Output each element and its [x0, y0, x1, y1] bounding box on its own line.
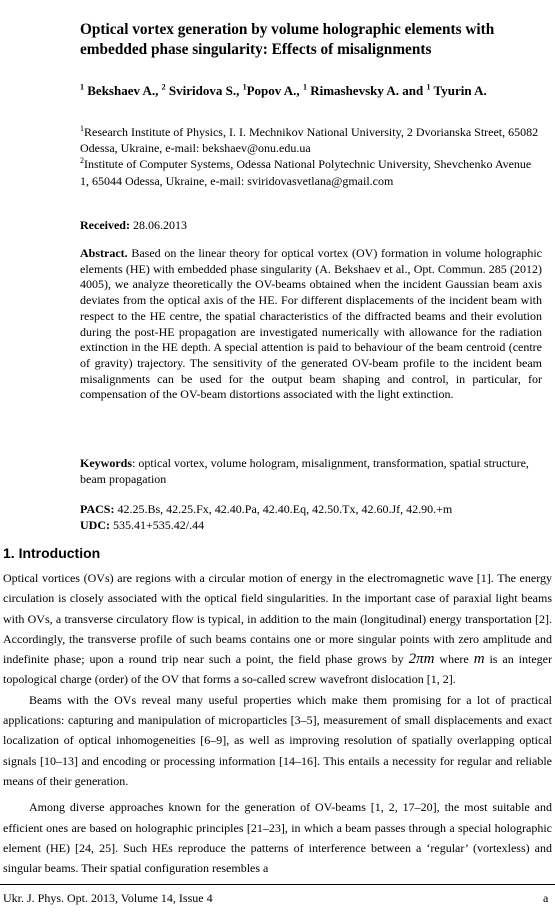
math-expression: 2πm: [408, 651, 435, 668]
keywords: [80, 456, 542, 487]
paragraph-text: where: [434, 652, 474, 667]
author-sup: 2: [161, 82, 166, 92]
footer-journal: Ukr. J. Phys. Opt. 2013, Volume 14, Issue 4: [3, 891, 213, 905]
affiliation-text: Institute of Computer Systems, Odessa National Polytechnic University, Shevchenko Avenue 1, 65044 Odessa, Ukraine, e-mail: sviridovasvetlana@gmail.com: [80, 157, 532, 188]
received-value: 28.06.2013: [129, 218, 187, 232]
pacs-label: PACS:: [80, 502, 115, 516]
paragraph: [3, 568, 552, 690]
paragraph-text: is an integer topological charge (order) of the OV that forms a so-called screw wavefront dislocation [1, 2].: [3, 652, 552, 687]
author-name: Bekshaev A.,: [87, 83, 162, 98]
paper-title: Optical vortex generation by volume holographic elements with embedded phase singularity: Effects of misalignments: [80, 21, 495, 58]
author-list: [80, 82, 550, 99]
affiliation-sup: 2: [80, 156, 84, 166]
page-number: a: [543, 891, 549, 905]
abstract-label: Abstract.: [80, 246, 128, 260]
keywords-text: : optical vortex, volume hologram, misalignment, transformation, spatial structure, beam propagation: [80, 456, 529, 486]
author-sup: 1: [302, 82, 307, 92]
affiliations: [80, 124, 540, 189]
affiliation: [80, 124, 540, 156]
pacs-line: [80, 502, 550, 518]
paragraph: Beams with the OVs reveal many useful properties which make them promising for a lot of practical applications: capturing and manipulation of microparticles [3–5], measurement of small displacements and exact localization of optical inhomogeneities [6–9], as well as improving resolution of spatially overlapping optical signals [10–13] and encoding or processing information [14–16]. This entails a necessity for regular and reliable means of their generation.: [3, 692, 552, 788]
received-date: [80, 218, 187, 233]
author-name: Popov A.,: [246, 83, 303, 98]
udc-label: UDC:: [80, 517, 110, 532]
author-name: Sviridova S.,: [168, 83, 243, 98]
author-name: Tyurin A.: [433, 83, 487, 98]
classification: [80, 502, 550, 533]
pacs-text: 42.25.Bs, 42.25.Fx, 42.40.Pa, 42.40.Eq, 42.50.Tx, 42.60.Jf, 42.90.+m: [114, 502, 453, 516]
udc-line: [80, 518, 550, 534]
body-text: [3, 568, 552, 878]
footer-divider: [0, 884, 555, 885]
math-variable: m: [473, 651, 485, 668]
abstract: [80, 246, 542, 403]
paragraph-text: Optical vortices (OVs) are regions with a circular motion of energy in the electromagnetic wave [1]. The energy circulation is closely associated with the optical field singularities. In the important case of paraxial light beams with OVs, a transverse circulatory flow is typical, in addition to the main (longitudinal) energy transportation [2]. Accordingly, the transverse profile of such beams contains one or more singular points with zero amplitude and indefinite phase; upon a round trip near such a point, the field phase grows by: [3, 571, 552, 667]
section-heading: 1. Introduction: [3, 545, 101, 561]
affiliation-sup: 1: [80, 124, 84, 133]
author-sup: 1: [80, 82, 84, 92]
abstract-text: Based on the linear theory for optical vortex (OV) formation in volume holographic elements (HE) with embedded phase singularity (A. Bekshaev et al., Opt. Commun. 285 (2012) 4005), we analyze theoretically the OV-beams obtained when the incident Gaussian beam axis deviates from the optical axis of the HE. For different displacements of the incident beam with respect to the HE centre, the spatial characteristics of the diffracted beams and their evolution during the post-HE propagation are investigated numerically with allowance for the radiation extinction in the HE depth. A special attention is paid to behaviour of the beam centroid (centre of gravity) trajectory. The sensitivity of the generated OV-beam profile to the incident beam misalignments can be used for the output beam shaping and control, in particular, for compensation of the OV-beam distortions associated with the light extinction.: [80, 246, 542, 402]
keywords-label: Keywords: [80, 456, 132, 470]
received-label: Received:: [80, 218, 130, 232]
affiliation: [80, 156, 540, 188]
author-sup: 1: [242, 82, 247, 92]
udc-text: 535.41+535.42/.44: [110, 517, 205, 532]
author-name: Rimashevsky A. and: [310, 83, 427, 98]
author-sup: 1: [426, 82, 431, 92]
affiliation-text: Research Institute of Physics, I. I. Mechnikov National University, 2 Dvorianska Street, 65082 Odessa, Ukraine, e-mail: bekshaev@onu.edu.ua: [80, 125, 539, 156]
paragraph: Among diverse approaches known for the generation of OV-beams [1, 2, 17–20], the most suitable and efficient ones are based on holographic principles [21–23], in which a beam passes through a special holographic element (HE) [24, 25]. Such HEs reproduce the patterns of interference between a ‘regular’ (vortexless) and singular beams. Their spatial configuration resembles a: [3, 800, 552, 876]
